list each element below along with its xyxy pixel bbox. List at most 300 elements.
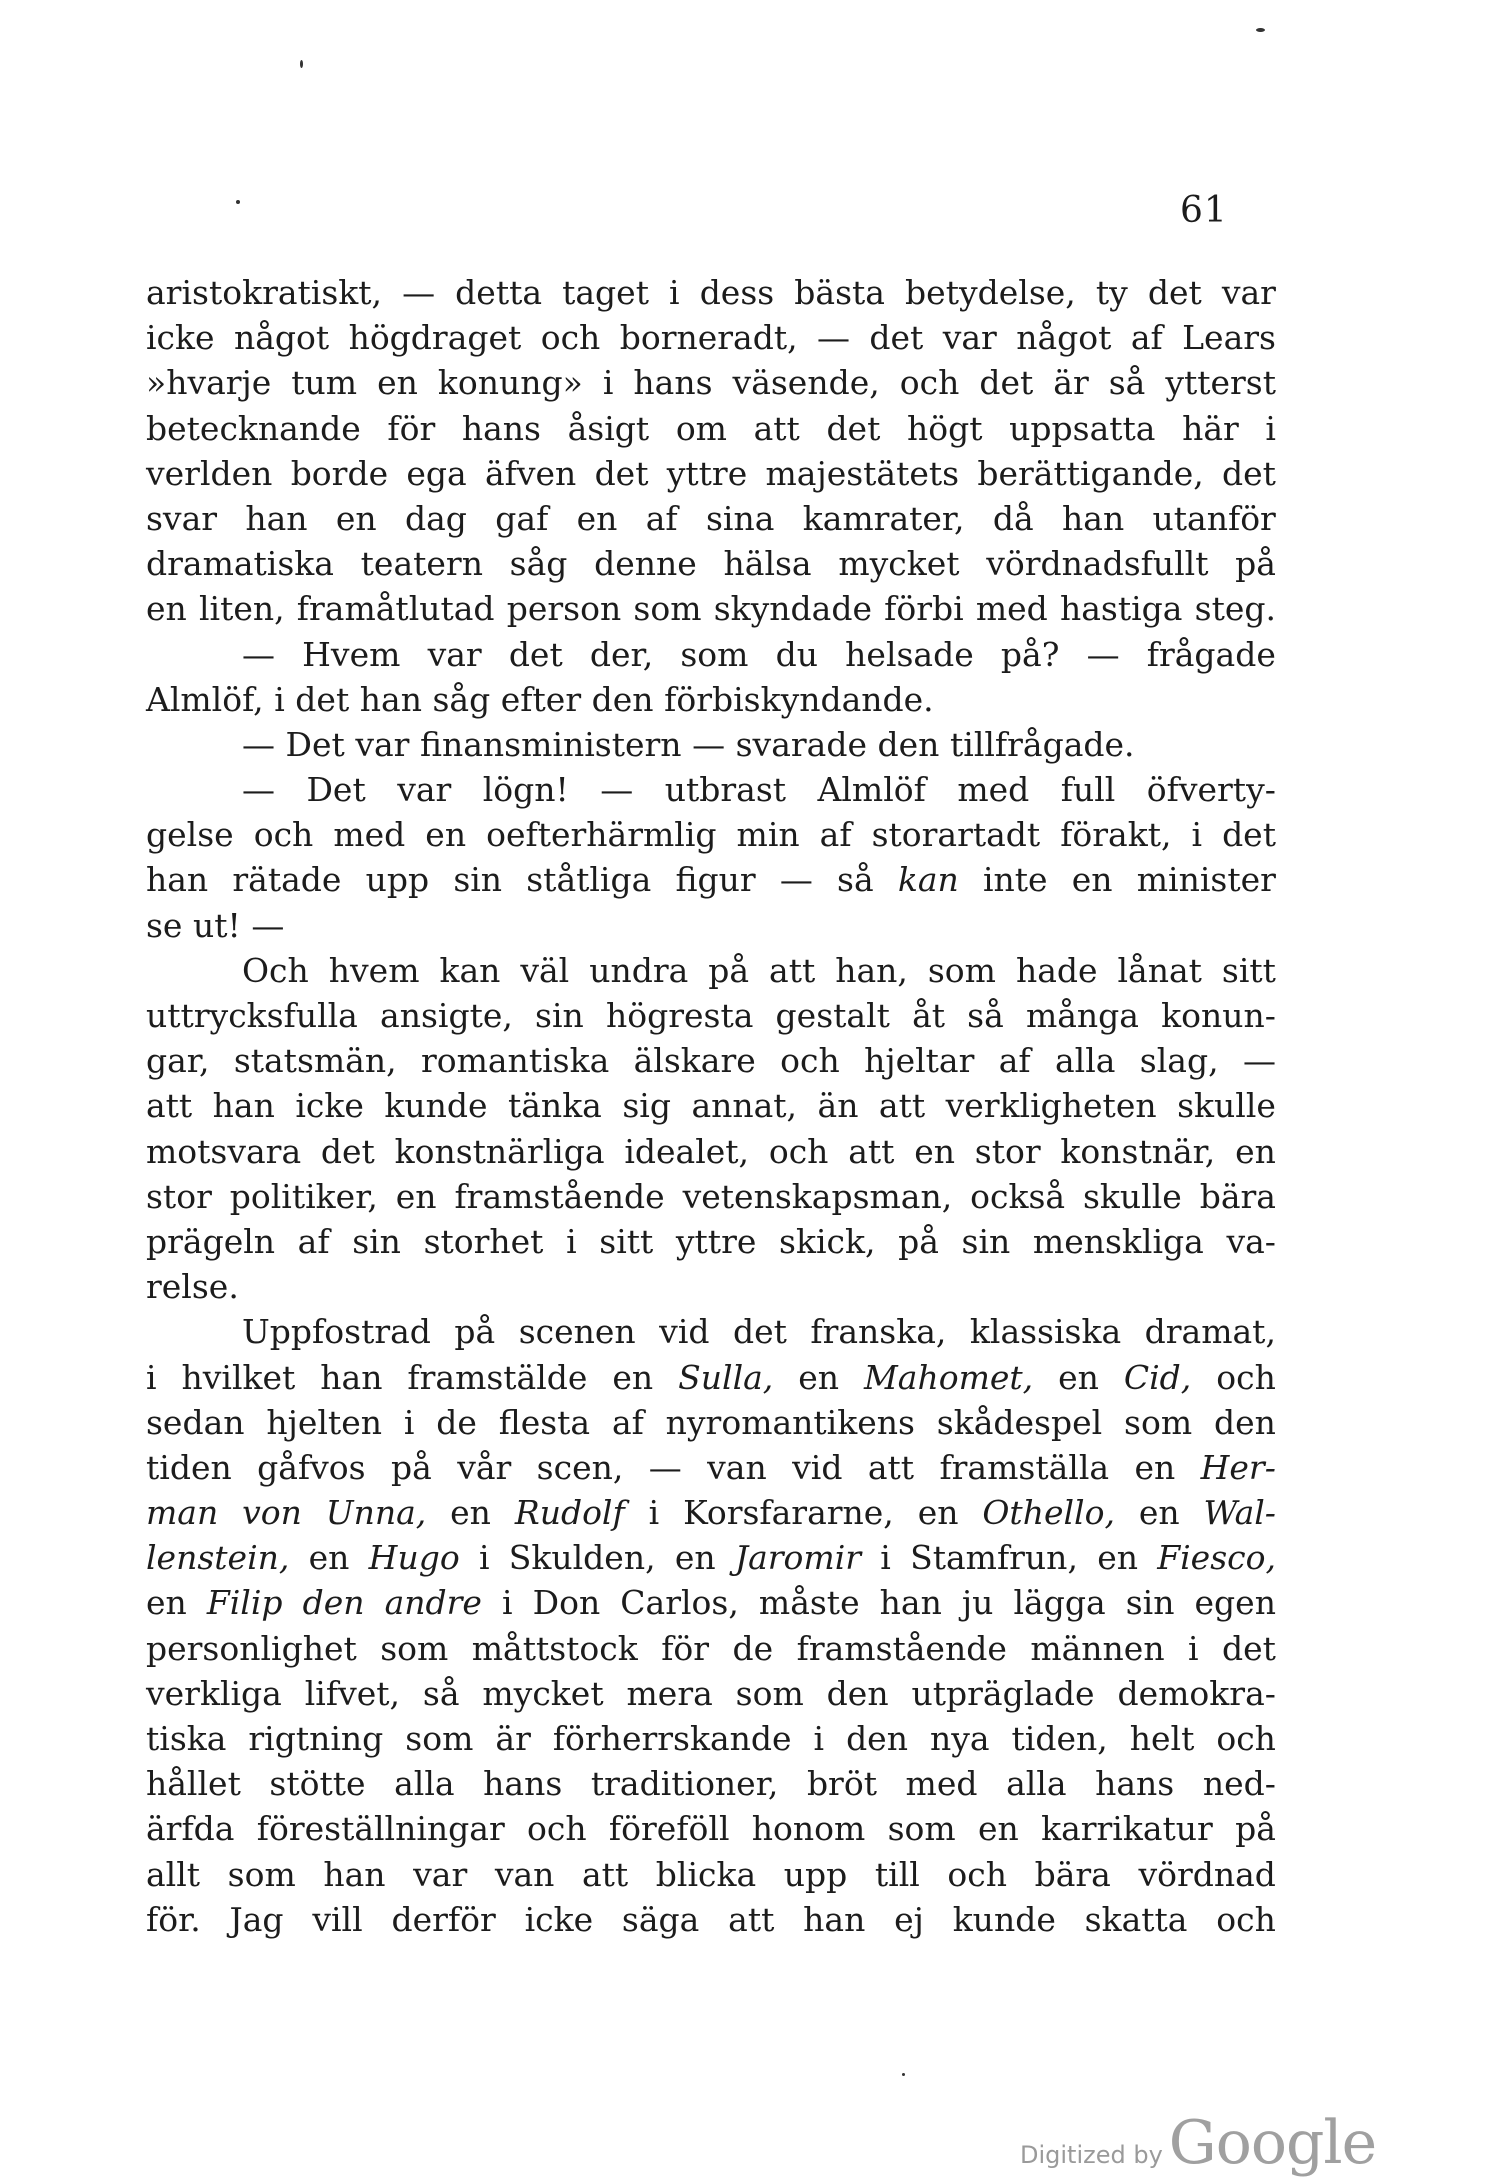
word: skatta [1084,1899,1188,1939]
word: — [251,905,285,945]
word: var [1221,273,1276,312]
word: Don [532,1583,601,1623]
word: här [1182,408,1239,448]
text-line [146,315,1276,360]
word: och [253,815,314,855]
text-line [146,1671,1276,1716]
word: scen, [536,1447,624,1487]
word: gåfvos [257,1447,366,1487]
text-line [146,1355,1276,1400]
word: se [146,905,183,945]
word: ty [1095,273,1128,312]
word: klassiska [969,1312,1122,1352]
word: och [1216,1357,1276,1397]
word: en [395,1176,437,1216]
print-speck [1256,28,1265,32]
text-line [146,1219,1276,1264]
word: bästa [794,273,885,312]
word: hans [633,363,713,403]
word: föreföll [608,1809,730,1849]
word: dess [699,273,775,312]
word: hastiga [1059,589,1183,629]
word: Lears [1182,318,1276,358]
text-line [146,1309,1276,1354]
word: den [302,1583,365,1623]
word: utpräglade [911,1673,1095,1713]
word: tänka [508,1086,602,1126]
word: skådespel [936,1402,1103,1442]
word: full [1060,770,1116,810]
word: skyndade [713,589,872,629]
word: konstnärliga [394,1131,605,1171]
word: åt [912,996,945,1035]
word: af [297,1221,330,1261]
word: demokra- [1117,1673,1276,1713]
word: mycket [838,544,960,584]
word: ståtliga [526,860,652,900]
word: ärfda [146,1809,235,1849]
word: lånat [1117,950,1202,990]
word: von [242,1493,302,1533]
word: i [566,1221,577,1261]
word: figur [675,860,756,900]
word: allt [146,1854,201,1894]
word: — [242,634,275,674]
text-line [146,1264,1276,1309]
word: konun- [1161,996,1276,1035]
word: så [422,1673,460,1713]
word: förherrskande [552,1719,792,1758]
word: bära [1034,1854,1111,1894]
word: en [1071,860,1113,900]
word: frågade [1146,634,1276,674]
word: det [295,679,350,719]
word: yttre [675,1221,757,1261]
word: och [899,363,960,403]
word: männen [1030,1628,1165,1668]
word: bröt [806,1764,877,1804]
word: dramatiska [146,544,334,584]
word: i [880,1538,891,1578]
word: scenen [518,1312,636,1352]
word: att [848,1131,895,1171]
word: att [878,1086,926,1126]
word: helt [1129,1719,1195,1758]
word: betydelse, [905,273,1076,312]
word: icke [524,1899,594,1939]
word: van [494,1854,555,1894]
text-line [146,812,1276,857]
word: karrikatur [1041,1809,1213,1849]
word: i [1188,1628,1199,1668]
word: och [1216,1719,1276,1758]
word: du [775,634,818,674]
word: gelse [146,815,234,855]
word: — [402,273,436,312]
word: majestätets [765,453,960,493]
word: han [359,679,422,719]
word: i [274,679,285,719]
word: storartadt [871,815,1041,855]
word: var [355,724,410,764]
text-line [146,857,1276,902]
word: utbrast [664,770,787,810]
word: Almlöf, [146,679,264,719]
word: svar [146,498,218,538]
word: andre [384,1583,482,1623]
word: en [1134,1447,1176,1487]
word: det [508,634,563,674]
word: Det [285,724,345,764]
word: han [803,1899,866,1939]
word: Almlöf [817,770,926,810]
word: upp [365,860,430,900]
word: säga [621,1899,700,1939]
word: person [506,589,622,629]
word: borde [290,453,389,493]
word: egen [1194,1583,1276,1623]
word: icke [295,1086,364,1126]
word: sitt [1221,950,1276,990]
print-speck [300,60,303,68]
word: att [867,1447,915,1487]
word: gar, [146,1041,210,1081]
word: framstående [796,1628,1007,1668]
word: helsade [845,634,974,674]
word: Cid, [1123,1357,1192,1397]
word: i [146,1357,157,1397]
text-line [146,1852,1276,1897]
word: en [1138,1493,1180,1533]
word: förbi [884,589,964,629]
word: framstående [454,1176,665,1216]
text-line [146,1129,1276,1174]
word: det [1222,815,1276,855]
word: om [675,408,727,448]
text-line [146,541,1276,586]
word: förakt, [1060,815,1172,855]
word: ju [961,1583,994,1623]
word: alla [394,1764,455,1804]
word: skulle [1177,1086,1276,1126]
word: som [633,589,702,629]
word: att [581,1854,629,1894]
word: der, [589,634,654,674]
text-line [146,1445,1276,1490]
word: idealet, [624,1131,750,1171]
word: menskliga [1032,1221,1204,1261]
word: i [813,1719,825,1758]
word: och [540,318,601,358]
word: väl [520,950,570,990]
word: med [333,815,406,855]
print-speck [902,2073,905,2076]
print-speck [236,200,240,204]
word: Och [242,950,309,990]
text-line [146,903,1276,948]
word: — [242,770,275,810]
word: många [1025,996,1139,1035]
text-line [146,1806,1276,1851]
word: derför [391,1899,496,1939]
word: inte [982,860,1048,900]
word: älskare [633,1041,756,1081]
word: Sulla, [678,1357,774,1397]
word: förbiskyndande. [664,679,934,719]
word: nya [929,1719,990,1758]
word: den [591,679,654,719]
word: äfven [484,453,577,493]
word: den [846,1719,908,1758]
word: den [826,1673,889,1713]
word: nyromantikens [665,1402,915,1442]
word: motsvara [146,1131,302,1171]
word: vår [457,1447,512,1487]
word: Mahomet, [864,1357,1034,1397]
word: Her- [1200,1447,1276,1487]
word: det [1222,1628,1276,1668]
word: att [769,950,816,990]
word: tiska [146,1719,227,1758]
word: konstnär, [1060,1131,1216,1171]
text-line [146,1897,1276,1942]
word: Uppfostrad [242,1312,431,1352]
word: Unna, [325,1493,427,1533]
word: en [576,498,618,538]
word: politiker, [229,1176,378,1216]
word: sin [1125,1583,1175,1623]
word: för. [146,1899,201,1939]
word: vid [792,1447,843,1487]
word: ytterst [1165,363,1276,403]
word: hans [461,408,541,448]
word: i [1191,815,1203,855]
word: de [436,1402,477,1442]
word: var [413,1854,468,1894]
word: en [335,498,377,538]
text-line [146,993,1276,1038]
word: min [736,815,800,855]
word: alla [1006,1764,1067,1804]
word: föreställningar [256,1809,505,1849]
word: efter [500,679,582,719]
text-line [146,586,1276,631]
word: lägga [1013,1583,1106,1623]
word: Jaromir [734,1538,862,1578]
text-line [146,1761,1276,1806]
word: till [874,1854,920,1894]
word: den [1213,1402,1276,1442]
word: högresta [605,996,754,1035]
word: dag [405,498,467,538]
word: väsende, [732,363,880,403]
word: ansigte, [380,996,513,1035]
word: en [612,1357,654,1397]
word: en [146,589,187,629]
word: då [992,498,1034,538]
word: högt [906,408,983,448]
word: såg [432,679,491,719]
word: så [967,996,1004,1035]
word: på [1235,1809,1276,1849]
word: måttstock [471,1628,638,1668]
word: sin [961,1221,1011,1261]
word: af [998,1041,1031,1081]
word: — [692,724,726,764]
word: på [454,1312,496,1352]
word: rätade [232,860,342,900]
word: i [669,273,680,312]
text-line [146,1626,1276,1671]
word: honom [751,1809,866,1849]
word: hjeltar [864,1041,975,1081]
word: detta [455,273,543,312]
word: Hugo [368,1538,460,1578]
word: traditioner, [590,1764,779,1804]
word: en [425,815,467,855]
word: romantiska [420,1041,610,1081]
word: vördnadsfullt [986,544,1209,584]
word: — [242,724,275,764]
word: hans [1095,1764,1175,1804]
word: tiden [146,1447,232,1487]
word: var [427,634,482,674]
word: är [495,1719,531,1758]
word: verkliga [146,1673,282,1713]
word: konung» [437,363,583,403]
word: han [1062,498,1125,538]
word: han [323,1854,386,1894]
text-line [146,406,1276,451]
word: en [1058,1357,1099,1397]
word: personlighet [146,1628,357,1668]
word: storhet [423,1221,544,1261]
word: stor [974,1131,1041,1171]
word: det [979,363,1034,403]
word: det [732,1312,787,1352]
word: han, [835,950,908,990]
word: i [403,1402,415,1442]
word: något [1016,318,1112,358]
word: och [947,1854,1008,1894]
word: det [1222,453,1276,493]
word: i [502,1583,513,1623]
word: franska, [810,1312,947,1352]
word: — [779,860,813,900]
word: en [146,1583,187,1623]
word: gaf [495,498,549,538]
word: skick, [779,1221,876,1261]
word: kunde [384,1086,488,1126]
word: och [527,1809,587,1849]
word: kan [439,950,501,990]
word: hvem [328,950,420,990]
word: den [877,724,940,764]
page-number: 61 [1180,190,1228,231]
word: Rudolf [514,1493,625,1533]
text-line [146,496,1276,541]
word: liten, [198,589,285,629]
word: som [380,1628,449,1668]
word: Jag [229,1899,284,1939]
word: han [320,1357,383,1397]
word: han [212,1086,275,1126]
word: — [648,1447,682,1487]
word: på? [1000,634,1060,674]
word: — [1242,1041,1276,1081]
text-line [146,632,1276,677]
word: var [397,770,452,810]
word: högdraget [348,318,522,358]
word: en [450,1493,491,1533]
word: kunde [952,1899,1056,1939]
word: Stamfrun, [910,1538,1078,1578]
word: att [753,408,800,448]
word: vördnad [1138,1854,1276,1894]
word: åsigt [567,408,650,448]
text-line [146,1580,1276,1625]
word: hjelten [266,1402,382,1442]
word: taget [562,273,649,312]
word: i [478,1538,490,1578]
word: så [837,860,874,900]
word: sig [622,1086,671,1126]
word: alla [1054,1041,1116,1081]
word: ned- [1202,1764,1276,1804]
word: tum [291,363,358,403]
word: verlden [146,453,273,493]
word: verkligheten [945,1086,1157,1126]
word: oefterhärmlig [486,815,717,855]
word: än [817,1086,859,1126]
word: en [914,1131,955,1171]
word: bära [1199,1176,1276,1216]
text-line [146,1083,1276,1128]
text-line [146,722,1276,767]
word: att [146,1086,193,1126]
word: Fiesco, [1157,1538,1276,1578]
text-line [146,1716,1276,1761]
word: en [377,363,418,403]
word: på [708,950,750,990]
word: — [817,318,850,358]
word: såg [509,544,568,584]
body-text [146,270,1276,1942]
word: en [1097,1538,1138,1578]
word: »hvarje [146,363,272,403]
word: finansministern [419,724,682,764]
word: i [602,363,614,403]
word: af [1130,318,1163,358]
word: tillfrågade. [950,724,1135,764]
word: relse. [146,1267,239,1307]
word: slag, [1139,1041,1219,1081]
word: blicka [655,1854,757,1894]
word: framåtlutad [296,589,495,629]
word: Skulden, [508,1538,656,1578]
word: framställa [939,1447,1110,1487]
word: med [975,589,1048,629]
word: kan [897,860,959,900]
word: betecknande [146,408,361,448]
word: prägeln [146,1221,276,1261]
word: statsmän, [233,1041,397,1081]
word: lifvet, [304,1673,400,1713]
text-line [146,767,1276,812]
word: Othello, [982,1493,1115,1533]
word: hälsa [723,544,812,584]
word: för [387,408,436,448]
